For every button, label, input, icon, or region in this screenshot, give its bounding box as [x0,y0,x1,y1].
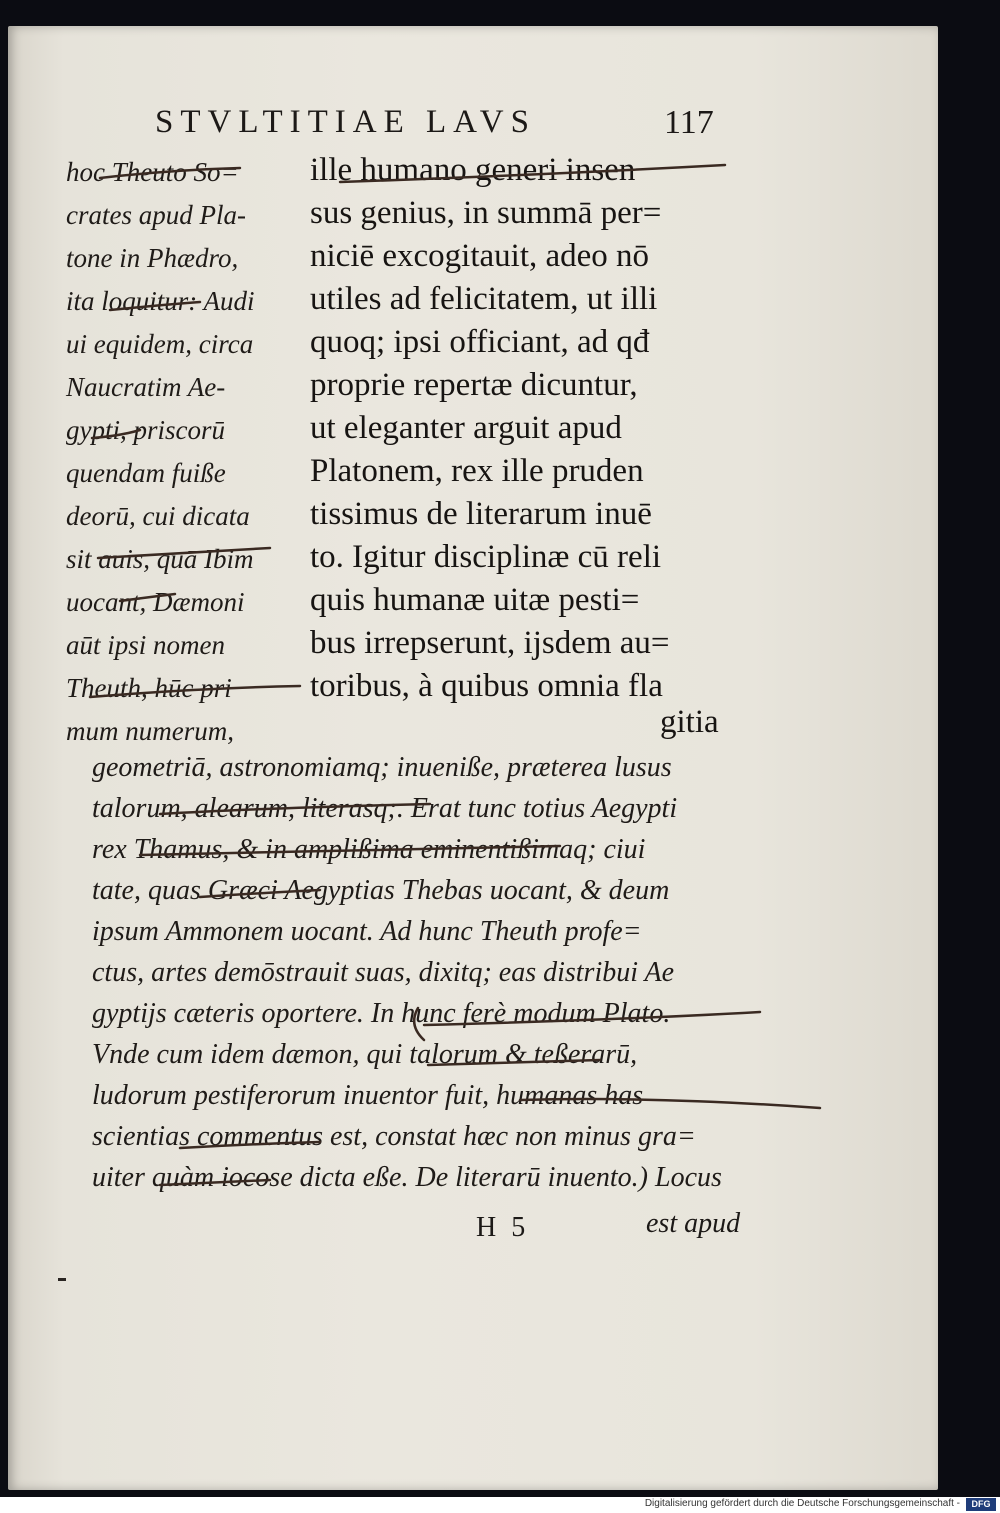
gloss-line: Theuth, hūc pri [66,673,232,703]
body-line: bus irrepserunt, ijsdem au= [310,625,670,661]
body-line: to. Igitur disciplinæ cū reli [310,539,662,575]
gloss-line: tone in Phædro, [66,243,239,273]
gloss-line: Naucratim Ae- [66,372,226,402]
body-line: ille humano generi insen [310,152,636,188]
dfg-logo: DFG [966,1498,996,1511]
quotation-line: ctus, artes demōstrauit suas, dixitq; eas distribui Ae [92,957,675,988]
quotation-line: Vnde cum idem dæmon, qui talorum & teßerarū, [92,1039,638,1070]
body-line: toribus, à quibus omnia fla [310,668,663,704]
gloss-line: ita loquitur: Audi [66,286,255,316]
body-line: quoq; ipsi officiant, ad qđ [310,324,650,360]
quotation-line: ipsum Ammonem uocant. Ad hunc Theuth profe= [92,916,642,947]
quotation-line: talorum, alearum, literasq;. Erat tunc totius Aegypti [92,793,678,824]
catchword: est apud [646,1208,741,1239]
quotation-line: geometriā, astronomiamq; inueniße, præterea lusus [92,752,672,783]
body-line: tissimus de literarum inuē [310,496,652,532]
gloss-line: mum numerum, [66,716,234,746]
gloss-line: hoc Theuto So= [66,157,239,187]
page-number: 117 [664,104,714,141]
quotation-line: scientias commentus est, constat hæc non minus gra= [92,1121,696,1152]
body-line: Platonem, rex ille pruden [310,453,644,489]
gloss-line: quendam fuiße [66,458,226,488]
gloss-line: aūt ipsi nomen [66,630,225,660]
body-line: gitia [660,704,719,740]
quotation-line: gyptijs cæteris oportere. In hunc ferè modum Plato. [92,998,671,1029]
stray-ink-mark [58,1278,66,1281]
body-line: utiles ad felicitatem, ut illi [310,281,658,317]
funding-credit: Digitalisierung gefördert durch die Deutsche Forschungsgemeinschaft - [644,1498,960,1509]
body-line: proprie repertæ dicuntur, [310,367,638,403]
gloss-line: deorū, cui dicata [66,501,250,531]
quotation-line: tate, quas Græci Aegyptias Thebas uocant, & deum [92,875,670,906]
gloss-line: gypti, priscorū [66,415,225,445]
quotation-line: uiter quàm iocose dicta eße. De literarū inuento.) Locus [92,1162,722,1193]
gloss-line: sit auis, quā Ibim [66,544,254,574]
signature-mark: H 5 [476,1212,530,1243]
running-title: STVLTITIAE LAVS [155,104,536,140]
body-line: sus genius, in summā per= [310,195,662,231]
gloss-line: crates apud Pla- [66,200,246,230]
body-line: niciē excogitauit, adeo nō [310,238,650,274]
credit-bar [0,1497,1000,1513]
body-line: ut eleganter arguit apud [310,410,622,446]
gloss-line: uocant, Dæmoni [66,587,245,617]
gloss-line: ui equidem, circa [66,329,254,359]
body-line: quis humanæ uitæ pesti= [310,582,640,618]
quotation-line: rex Thamus, & in amplißima eminentißimaq; ciui [92,834,646,865]
quotation-line: ludorum pestiferorum inuentor fuit, humanas has [92,1080,644,1111]
